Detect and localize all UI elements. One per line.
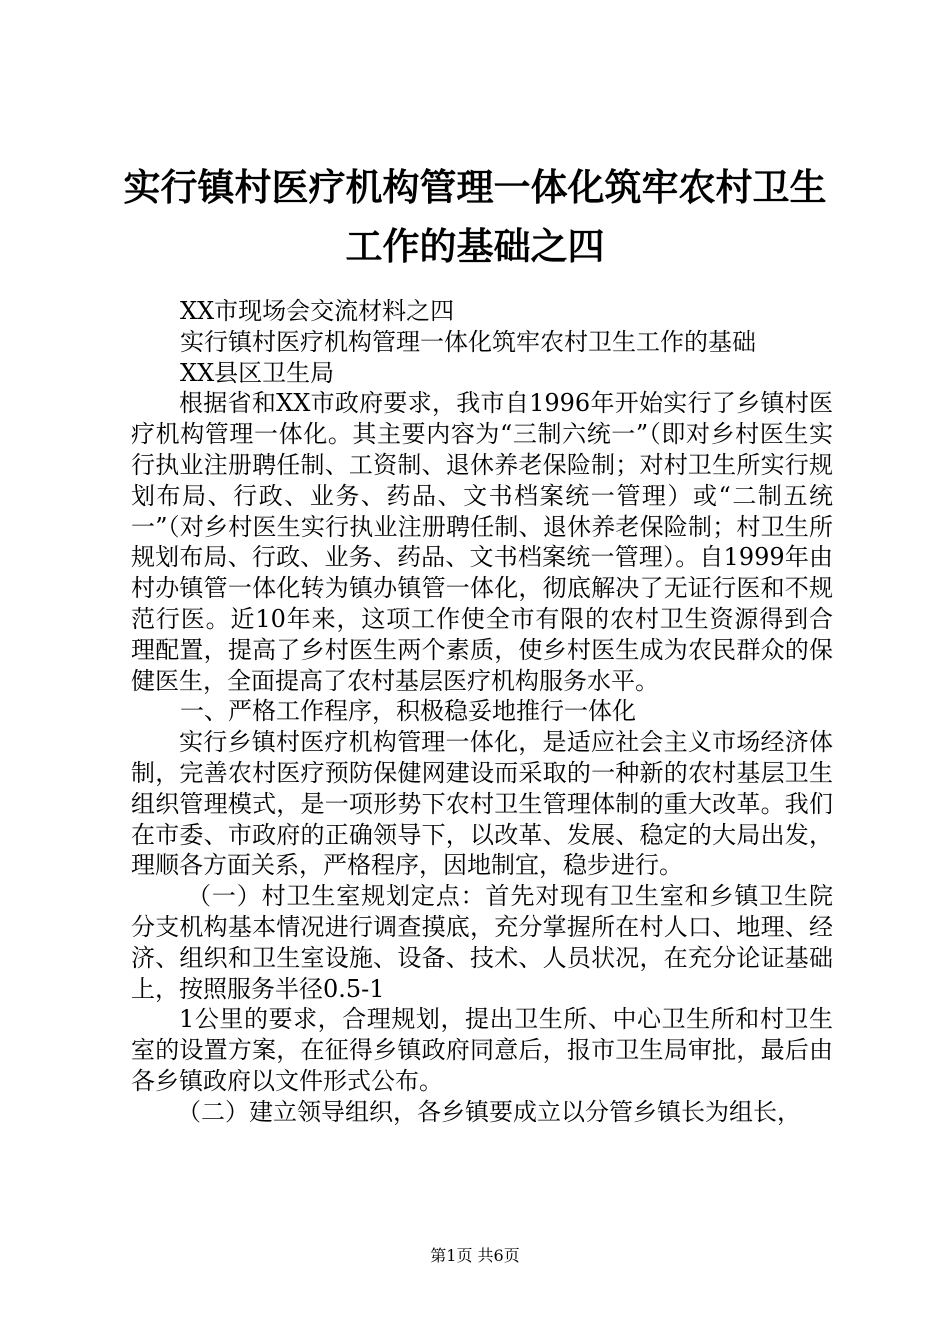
author-line: XX县区卫生局 xyxy=(180,358,335,387)
document-title: 实行镇村医疗机构管理一体化筑牢农村卫生工作的基础之四 xyxy=(123,165,827,268)
section-heading: 一、严格工作程序，积极稳妥地推行一体化 xyxy=(180,697,636,726)
body-paragraph: 1公里的要求，合理规划，提出卫生所、中心卫生所和村卫生室的设置方案，在征得乡镇政府同意后，报市卫生局审批，最后由各乡镇政府以文件形式公布。 xyxy=(131,1005,833,1095)
subtitle-line: XX市现场会交流材料之四 xyxy=(180,297,455,325)
body-paragraph: （二）建立领导组织，各乡镇要成立以分管乡镇长为组长， xyxy=(177,1097,801,1126)
body-paragraph: 实行乡镇村医疗机构管理一体化，是适应社会主义市场经济体制，完善农村医疗预防保健网建设而采取的一种新的农村基层卫生组织管理模式，是一项形势下农村卫生管理体制的重大改革。我们在市委、市政府的正确领导下，以改革、发展、稳定的大局出发，理顺各方面关系，严格程序，因地制宜，稳步进行。 xyxy=(131,728,833,880)
page-number: 第1页 共6页 xyxy=(430,1246,520,1265)
body-paragraph: （一）村卫生室规划定点：首先对现有卫生室和乡镇卫生院分支机构基本情况进行调查摸底，充分掌握所在村人口、地理、经济、组织和卫生室设施、设备、技术、人员状况，在充分论证基础上，按照服务半径0.5-1 xyxy=(131,882,833,1003)
document-body xyxy=(131,296,833,1128)
subtitle-line: 实行镇村医疗机构管理一体化筑牢农村卫生工作的基础 xyxy=(180,327,756,356)
body-paragraph: 根据省和XX市政府要求，我市自1996年开始实行了乡镇村医疗机构管理一体化。其主要内容为“三制六统一”（即对乡村医生实行执业注册聘任制、工资制、退休养老保险制；对村卫生所实行规划布局、行政、业务、药品、文书档案统一管理）或“二制五统一”（对乡村医生实行执业注册聘任制、退休养老保险制；村卫生所规划布局、行政、业务、药品、文书档案统一管理）。自1999年由村办镇管一体化转为镇办镇管一体化，彻底解决了无证行医和不规范行医。近10年来，这项工作使全市有限的农村卫生资源得到合理配置，提高了乡村医生两个素质，使乡村医生成为农民群众的保健医生，全面提高了农村基层医疗机构服务水平。 xyxy=(131,389,833,695)
